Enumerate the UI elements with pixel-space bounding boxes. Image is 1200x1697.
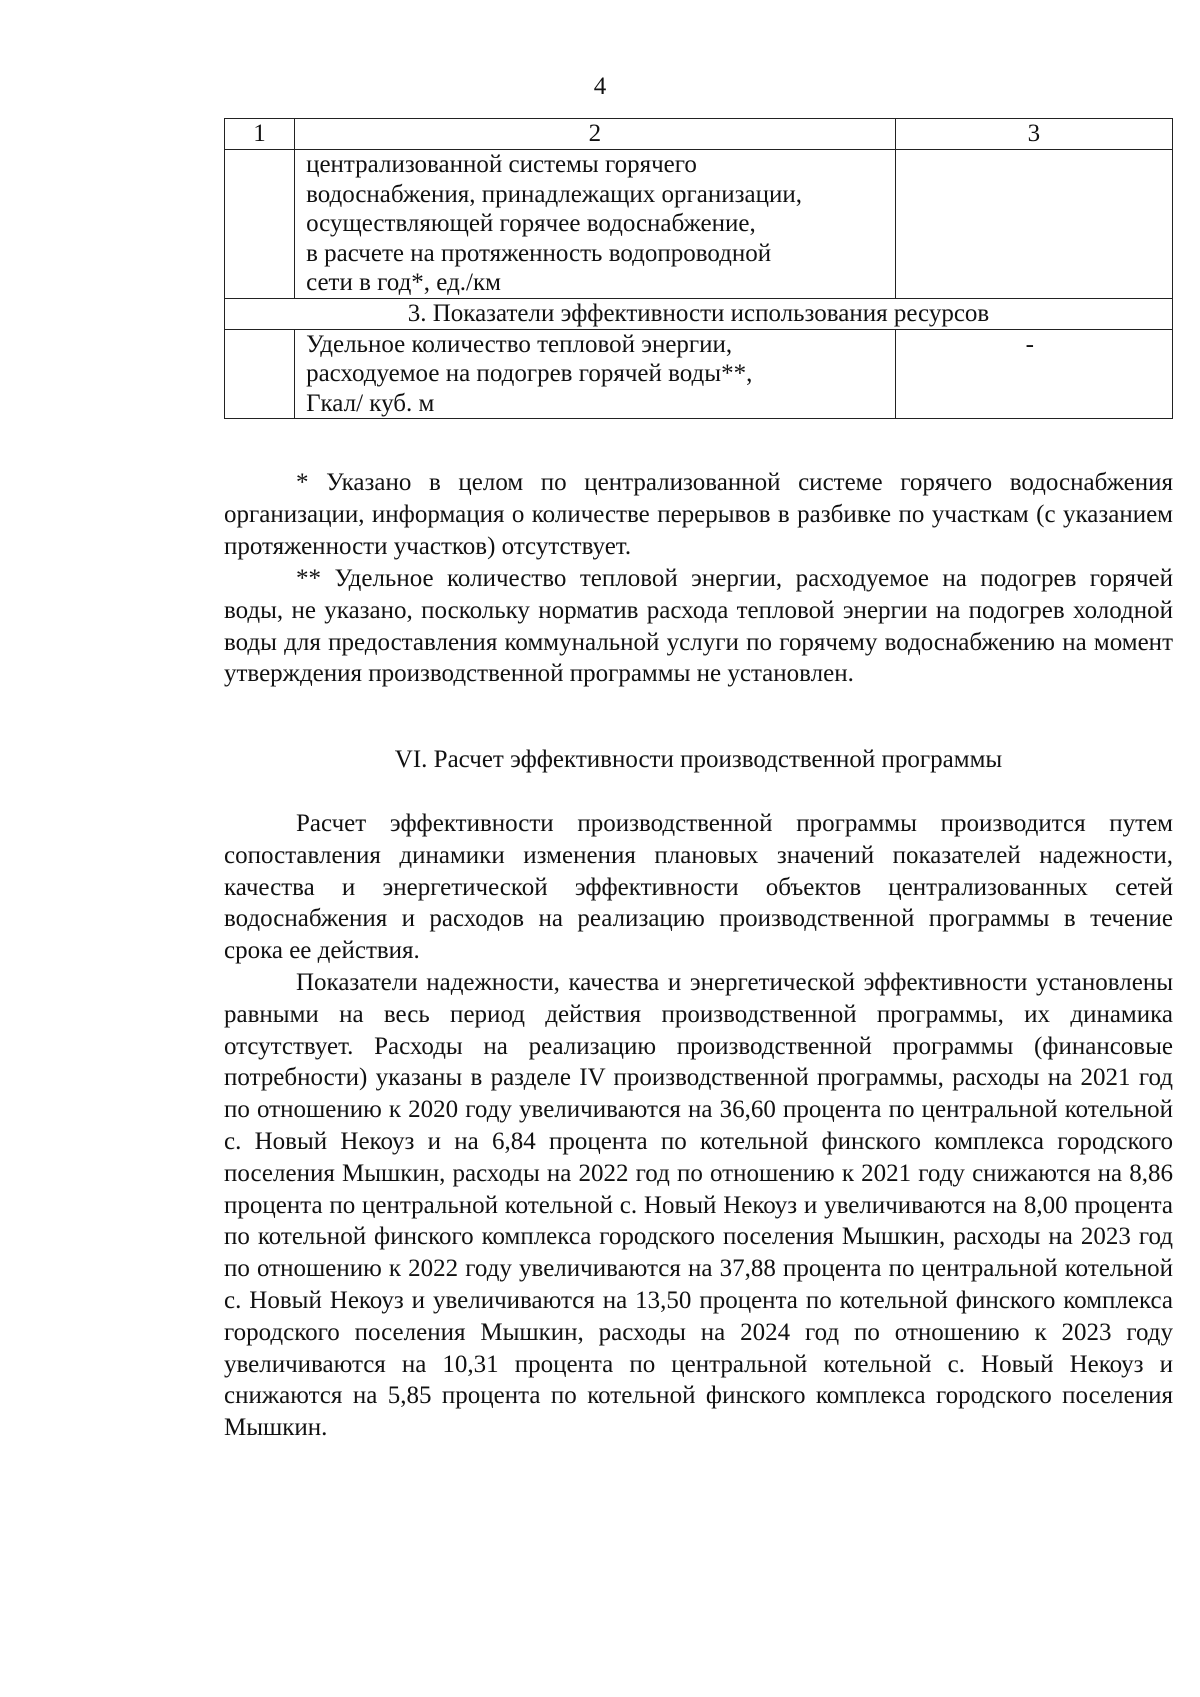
footnote-1: * Указано в целом по централизованной системе горячего водоснабжения организации, информация о количестве перерывов в разбивке по участкам (с указанием протяженности участков) отсутствует. — [224, 469, 1173, 560]
indicator-line: водоснабжения, принадлежащих организации, — [306, 180, 803, 208]
body-paragraph-2: Показатели надежности, качества и энергетической эффективности установлены равными на весь период действия производственной программы, их динамика отсутствует. Расходы на реализацию производственной программы (финансовые потребности) указаны в разделе IV производственной программы, расходы на 2021 год по отношению к 2020 году увеличиваются на 36,60 процента по центральной котельной с. Новый Некоуз и на 6,84 процента по котельной финского комплекса городского поселения Мышкин, расходы на 2022 год по отношению к 2021 году снижаются на 8,86 процента по центральной котельной с. Новый Некоуз и увеличиваются на 8,00 процента по котельной финского комплекса городского поселения Мышкин, расходы на 2023 год по отношению к 2022 году увеличиваются на 37,88 процента по центральной котельной с. Новый Некоуз и увеличиваются на 13,50 процента по котельной финского комплекса городского поселения Мышкин, расходы на 2024 год по отношению к 2023 году увеличиваются на 10,31 процента по центральной котельной с. Новый Некоуз и снижаются на 5,85 процента по котельной финского комплекса городского поселения Мышкин. — [224, 969, 1173, 1442]
indicators-table — [224, 118, 1173, 419]
indicator-line: сети в год*, ед./км — [306, 269, 501, 296]
indicator-line: Гкал/ куб. м — [306, 389, 435, 417]
page-number: 4 — [593, 73, 607, 100]
indicator-line: осуществляющей горячее водоснабжение, — [306, 210, 756, 237]
footnote-2: ** Удельное количество тепловой энергии, расходуемое на подогрев горячей воды, не указано, поскольку норматив расхода тепловой энергии на подогрев холодной воды для предоставления коммунальной услуги по горячему водоснабжению на момент утверждения производственной программы не установлен. — [224, 565, 1173, 688]
table-header-row — [225, 119, 1173, 150]
table-cell-number — [225, 150, 295, 299]
table-section-row — [225, 298, 1173, 329]
table-row — [225, 329, 1173, 419]
indicator-line: расходуемое на подогрев горячей воды**, — [306, 360, 753, 387]
table-header-cell: 3 — [895, 119, 1172, 150]
table-cell-value — [895, 150, 1172, 299]
table-header-cell: 2 — [295, 119, 896, 150]
table-section-title: 3. Показатели эффективности использования ресурсов — [225, 298, 1173, 329]
indicator-line: централизованной системы горячего — [306, 151, 697, 178]
indicator-line: в расчете на протяженность водопроводной — [306, 239, 772, 267]
table-header-cell: 1 — [225, 119, 295, 150]
table-row — [225, 150, 1173, 299]
indicator-line: Удельное количество тепловой энергии, — [306, 330, 733, 358]
body-paragraph-1: Расчет эффективности производственной программы производится путем сопоставления динамики изменения плановых значений показателей надежности, качества и энергетической эффективности объектов централизованных сетей водоснабжения и расходов на реализацию производственной программы в течение срока ее действия. — [224, 810, 1173, 965]
section-heading: VI. Расчет эффективности производственной программы — [394, 746, 1003, 773]
table-cell-number — [225, 329, 295, 419]
table-cell-value: - — [895, 329, 1172, 419]
table-cell-indicator — [295, 150, 896, 299]
table-cell-indicator — [295, 329, 896, 419]
